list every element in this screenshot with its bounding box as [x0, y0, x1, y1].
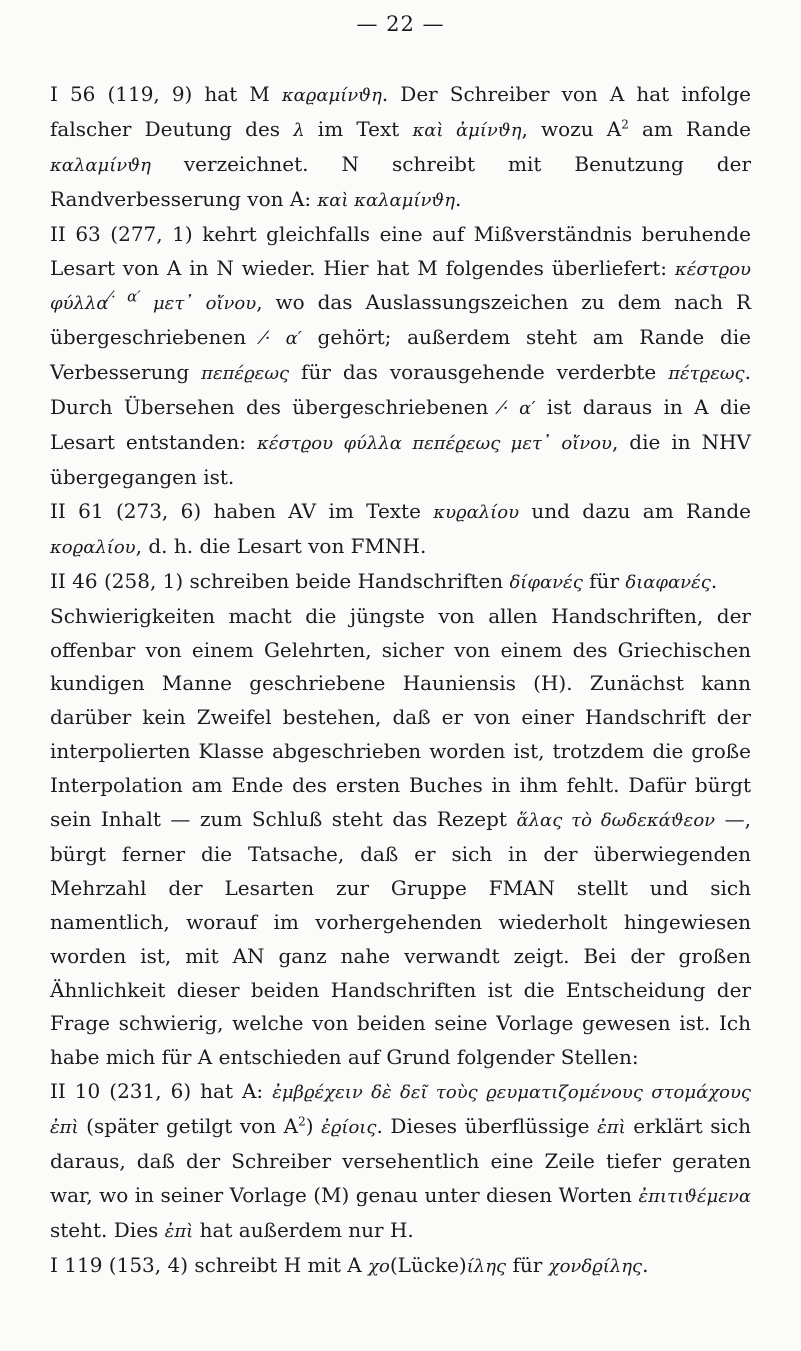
greek-text: πεπέϱεως: [201, 363, 290, 385]
text-run: hat außerdem nur H.: [193, 1217, 414, 1242]
text-run: , d. h. die Lesart von FMNH.: [135, 533, 427, 558]
greek-text: ἅλας τὸ δωδεκάϑεον: [516, 810, 716, 832]
superscript: 2: [298, 1114, 306, 1129]
paragraph: [50, 1249, 751, 1284]
paragraph: [50, 565, 751, 600]
text-run: .: [642, 1252, 649, 1277]
text-run: und dazu am Rande: [519, 498, 751, 523]
text-run: I 119 (153, 4) schreibt H mit A: [50, 1252, 369, 1277]
greek-text: κοϱαλίου: [50, 536, 136, 558]
greek-text: καϱαμίνϑη: [281, 85, 382, 106]
omission-mark: ⁄· α′: [108, 287, 141, 306]
greek-text: χονδϱίλης: [548, 1255, 643, 1277]
greek-text: ἐπὶ: [597, 1117, 626, 1139]
text-run: I 56 (119, 9) hat M: [50, 82, 282, 106]
text-run: erklärt sich daraus, daß der Schreiber versehentlich eine Zeile tiefer geraten war, wo in seiner Vorlage (M) genau unter diesen Worten: [50, 1114, 751, 1207]
text-run: II 46 (258, 1) schreiben beide Handschriften: [50, 568, 510, 593]
greek-text: καὶ καλαμίνϑη: [317, 189, 456, 211]
text-run: für: [506, 1252, 549, 1277]
text-run: , die in NHV übergegangen ist.: [50, 430, 751, 489]
greek-text: ⁄· α′: [261, 328, 302, 350]
greek-text: ⁄· α′: [499, 398, 536, 420]
text-run: , wozu A: [521, 116, 622, 141]
text-run: im Text: [304, 116, 413, 141]
greek-text: ἐμβϱέχειν δὲ δεῖ τοὺς ϱευματιζομένους στομάχους ἐπὶ: [50, 1082, 751, 1139]
page-number: — 22 —: [356, 12, 445, 36]
text-run: .: [710, 568, 718, 593]
greek-text: διαφανές: [625, 571, 711, 593]
text-run: II 63 (277, 1) kehrt gleichfalls eine auf Mißverständnis beruhende Lesart von A in N wieder. Hier hat M folgendes überliefert:: [50, 221, 751, 280]
text-run: für: [582, 568, 626, 593]
text-run: am Rande: [628, 116, 752, 141]
greek-text: χο: [368, 1255, 390, 1277]
text-run: II 10 (231, 6) hat A:: [50, 1079, 273, 1104]
text-run: verzeichnet. N schreibt mit Benutzung der Randverbesserung von A:: [50, 151, 751, 211]
text-run: II 61 (273, 6) haben AV im Texte: [50, 498, 434, 523]
paragraph: [50, 78, 751, 218]
greek-text: κέστϱου φύλλα: [50, 258, 751, 315]
text-run: ): [305, 1114, 322, 1139]
text-run: ist daraus in A die Lesart entstanden:: [50, 395, 751, 455]
text-run: (später getilgt von A: [78, 1114, 299, 1139]
greek-text: μετ᾽ οἴνου: [140, 293, 257, 315]
greek-text: ἐπιτιϑέμενα: [638, 1186, 751, 1207]
paragraph: [50, 600, 751, 1076]
superscript: 2: [621, 117, 629, 132]
text-run: steht. Dies: [50, 1217, 165, 1242]
greek-text: καλαμίνϑη: [50, 154, 151, 176]
greek-text: ίλης: [466, 1255, 507, 1277]
text-run: gehört; außerdem steht am Rande die Verbesserung: [50, 325, 751, 385]
paragraph: [50, 495, 751, 565]
text-run: . Dieses überflüssige: [376, 1114, 598, 1139]
text-run: —, bürgt ferner die Tatsache, daß er sich in der überwiegenden Mehrzahl der Lesarten zur Gruppe FMAN stellt und sich namentlich, worauf im vorhergehenden wiederholt hingewiesen worden ist, mit AN ganz nahe verwandt zeigt. Bei der großen Ähnlichkeit dieser beiden Handschriften ist die Entscheidung der Frage schwierig, welche von beiden seine Vorlage gewesen ist. Ich habe mich für A entschieden auf Grund folgender Stellen:: [50, 807, 751, 1070]
greek-text: δίφανές: [509, 571, 583, 593]
body-text: [50, 78, 751, 1284]
text-run: Schwierigkeiten macht die jüngste von allen Handschriften, der offenbar von einem Gelehrten, sicher von einem des Griechischen kundigen Manne geschriebene Hauniensis (H). Zunächst kann darüber kein Zweifel bestehen, daß er von einer Handschrift der interpolierten Klasse abgeschrieben worden ist, trotzdem die große Interpolation am Ende des ersten Buches in ihm fehlt. Dafür bürgt sein Inhalt — zum Schluß steht das Rezept: [50, 603, 751, 832]
greek-text: καὶ ἀμίνϑη: [412, 119, 522, 141]
text-run: . Durch Übersehen des übergeschriebenen: [50, 360, 751, 420]
paragraph: [50, 218, 751, 495]
text-run: . Der Schreiber von A hat infolge falscher Deutung des: [50, 82, 751, 141]
greek-text: λ: [293, 119, 305, 141]
paragraph: [50, 1075, 751, 1249]
greek-text: ἐϱίοις: [321, 1117, 377, 1139]
text-run: für das vorausgehende verderbte: [289, 360, 669, 385]
greek-text: πέτϱεως: [668, 363, 745, 385]
greek-text: ἐπὶ: [164, 1220, 194, 1242]
greek-text: κέστϱου φύλλα πεπέϱεως μετ᾽ οἴνου: [257, 433, 612, 455]
greek-text: κυϱαλίου: [433, 501, 520, 523]
text-run: (Lücke): [389, 1252, 467, 1277]
text-run: .: [455, 186, 462, 211]
text-run: , wo das Auslassungszeichen zu dem nach R übergeschriebenen: [50, 290, 752, 350]
